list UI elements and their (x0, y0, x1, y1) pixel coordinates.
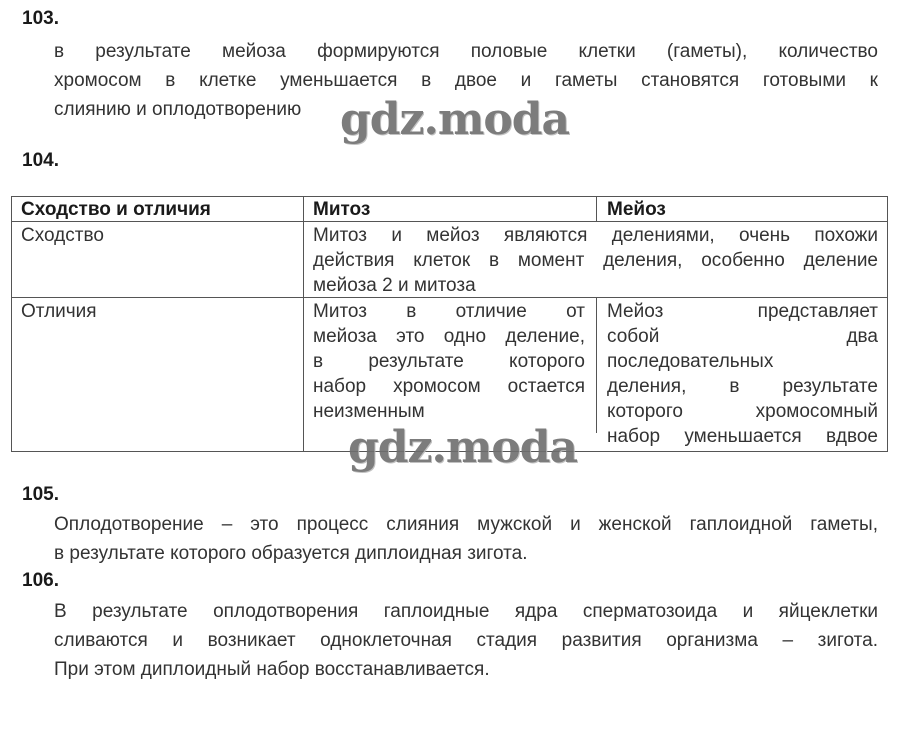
cell-line: деления, в результате (607, 376, 878, 397)
table-border-right (887, 196, 888, 452)
watermark-logo: gdz.moda (348, 422, 578, 473)
comparison-table (11, 196, 888, 452)
table-col-divider (303, 196, 304, 452)
table-row-label: Отличия (21, 301, 97, 322)
table-header-cell: Мейоз (607, 199, 666, 220)
table-col-divider (596, 297, 597, 433)
task-number-105: 105. (22, 484, 59, 505)
cell-line: которого хромосомный (607, 401, 878, 422)
text-line: в результате мейоза формируются половые клетки (гаметы), количество (54, 41, 878, 62)
cell-line: последовательных (607, 351, 774, 372)
text-line: сливаются и возникает одноклеточная стадия развития организма – зигота. (54, 630, 878, 651)
cell-line: мейоза это одно деление, (313, 326, 585, 347)
text-line: Оплодотворение – это процесс слияния мужской и женской гаплоидной гаметы, (54, 514, 878, 535)
watermark-logo: gdz.moda (340, 94, 570, 145)
table-border-left (11, 196, 12, 452)
cell-line: Митоз в отличие от (313, 301, 585, 322)
task-number-103: 103. (22, 8, 59, 29)
text-line: хромосом в клетке уменьшается в двое и гаметы становятся готовыми к (54, 70, 878, 91)
table-cell-mitosis (313, 299, 585, 424)
task-number-104: 104. (22, 150, 59, 171)
text-line: слиянию и оплодотворению (54, 99, 302, 120)
task-105-text (54, 510, 878, 568)
text-line: В результате оплодотворения гаплоидные ядра сперматозоида и яйцеклетки (54, 601, 878, 622)
cell-line: в результате которого (313, 351, 585, 372)
text-line: в результате которого образуется диплоидная зигота. (54, 543, 528, 564)
table-header-cell: Митоз (313, 199, 371, 220)
cell-line: набор хромосом остается (313, 376, 585, 397)
cell-line: Митоз и мейоз являются делениями, очень похожи (313, 225, 878, 246)
cell-line: действия клеток в момент деления, особенно деление (313, 250, 878, 271)
task-106-text (54, 597, 878, 684)
cell-line: набор уменьшается вдвое (607, 426, 878, 447)
task-number-106: 106. (22, 570, 59, 591)
cell-line: неизменным (313, 401, 425, 422)
text-line: При этом диплоидный набор восстанавливается. (54, 659, 490, 680)
cell-line: собой два (607, 326, 878, 347)
table-cell-meiosis (607, 299, 878, 449)
table-col-divider (596, 196, 597, 222)
cell-line: Мейоз представляет (607, 301, 878, 322)
table-row-label: Сходство (21, 225, 104, 246)
table-merged-cell (313, 223, 878, 298)
cell-line: мейоза 2 и митоза (313, 275, 476, 296)
table-header-cell: Сходство и отличия (21, 199, 211, 220)
